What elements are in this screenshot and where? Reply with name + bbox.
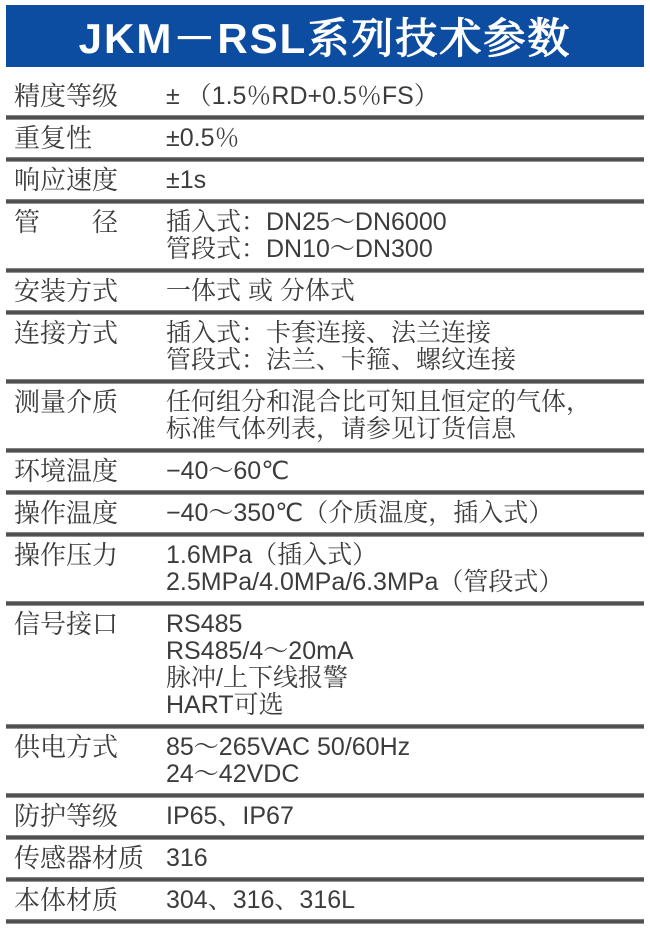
row-values	[166, 500, 644, 527]
spec-value-line: 24～42VDC	[166, 760, 300, 788]
row-values	[166, 389, 644, 443]
row-label: 连接方式	[14, 318, 119, 348]
row-values	[166, 887, 644, 914]
row-values	[166, 458, 644, 485]
row-label: 供电方式	[14, 732, 119, 762]
row-values	[166, 542, 644, 596]
row-values	[166, 611, 644, 719]
spec-value-line: ±0.5％	[166, 124, 240, 152]
table-row	[6, 162, 644, 199]
row-values	[166, 209, 644, 263]
table-row	[6, 315, 644, 379]
table-row	[6, 78, 644, 115]
spec-value-line: 316	[166, 844, 208, 872]
row-label: 重复性	[14, 123, 93, 153]
row-label: 操作压力	[14, 540, 119, 570]
spec-value-line: −40～350℃（介质温度，插入式）	[166, 499, 554, 527]
table-row	[6, 120, 644, 157]
row-values	[166, 320, 644, 374]
row-label: 精度等级	[14, 81, 119, 111]
row-divider	[6, 919, 644, 924]
spec-value-line: 插入式：卡套连接、法兰连接	[166, 319, 492, 347]
row-label: 信号接口	[14, 609, 119, 639]
row-values	[166, 845, 644, 872]
row-label: 环境温度	[14, 456, 119, 486]
row-values	[166, 278, 644, 305]
spec-table	[6, 78, 644, 924]
spec-value-line: 1.6MPa（插入式）	[166, 541, 378, 569]
table-row	[6, 273, 644, 310]
spec-value-line: ±1s	[166, 166, 207, 194]
spec-value-line: ± （1.5％RD+0.5％FS）	[166, 82, 439, 110]
row-label: 管 径	[14, 207, 119, 237]
spec-value-line: 一体式 或 分体式	[166, 277, 355, 305]
spec-value-line: 插入式：DN25～DN6000	[166, 208, 447, 236]
row-label: 安装方式	[14, 276, 119, 306]
table-row	[6, 453, 644, 490]
spec-value-line: 脉冲/上下线报警	[166, 664, 348, 692]
row-label: 测量介质	[14, 387, 119, 417]
row-label: 操作温度	[14, 498, 119, 528]
table-row	[6, 537, 644, 601]
table-row	[6, 798, 644, 835]
spec-value-line: 304、316、316L	[166, 886, 356, 914]
spec-value-line: 2.5MPa/4.0MPa/6.3MPa（管段式）	[166, 568, 564, 596]
spec-value-line: IP65、IP67	[166, 802, 294, 830]
title-bar	[6, 5, 644, 67]
row-values	[166, 734, 644, 788]
spec-value-line: 85～265VAC 50/60Hz	[166, 733, 411, 761]
row-label: 传感器材质	[14, 843, 145, 873]
spec-value-line: −40～60℃	[166, 457, 290, 485]
row-values	[166, 83, 644, 110]
row-label: 本体材质	[14, 885, 119, 915]
row-label: 防护等级	[14, 801, 119, 831]
row-values	[166, 167, 644, 194]
table-row	[6, 495, 644, 532]
table-row	[6, 384, 644, 448]
page-title: JKM－RSL系列技术参数	[78, 15, 572, 62]
spec-value-line: RS485	[166, 610, 243, 638]
spec-value-line: HART可选	[166, 691, 284, 719]
table-row	[6, 729, 644, 793]
spec-value-line: 标准气体列表，请参见订货信息	[166, 415, 517, 443]
row-label: 响应速度	[14, 165, 119, 195]
spec-value-line: RS485/4～20mA	[166, 637, 354, 665]
row-values	[166, 803, 644, 830]
spec-value-line: 任何组分和混合比可知且恒定的气体，	[166, 388, 592, 416]
row-values	[166, 125, 644, 152]
spec-value-line: 管段式：DN10～DN300	[166, 235, 433, 263]
table-row	[6, 840, 644, 877]
table-row	[6, 204, 644, 268]
table-row	[6, 882, 644, 919]
spec-value-line: 管段式：法兰、卡箍、螺纹连接	[166, 346, 517, 374]
table-row	[6, 606, 644, 724]
